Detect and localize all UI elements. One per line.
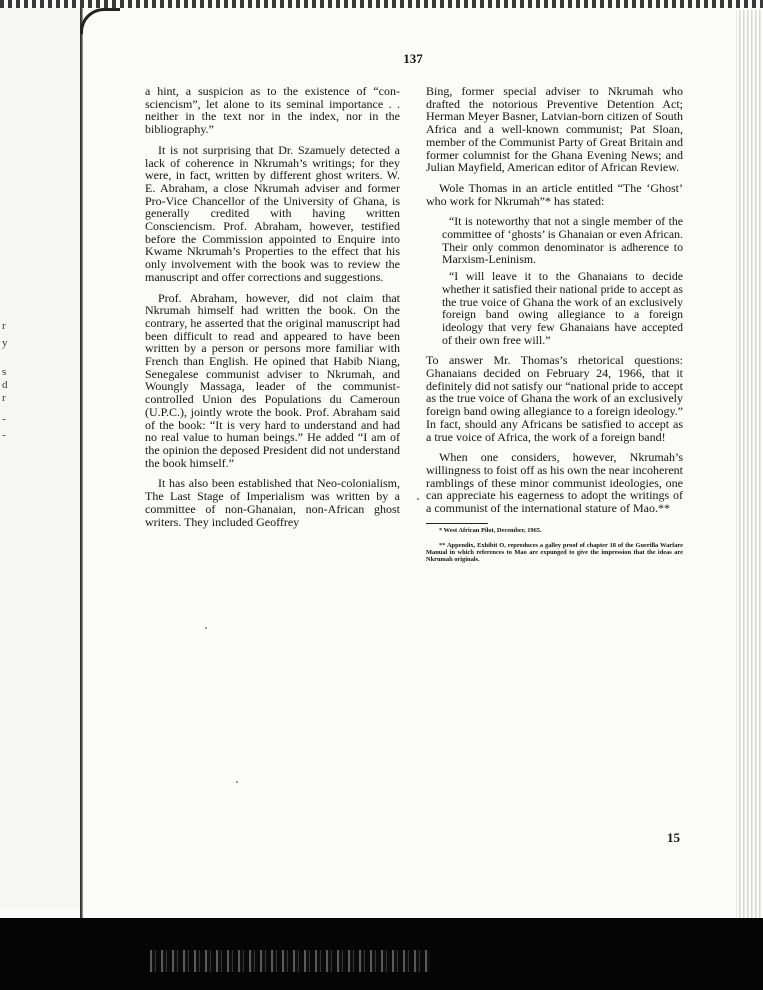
page-corner-curve	[80, 8, 120, 34]
paragraph: To answer Mr. Thomas’s rhetorical questions: Ghanaians decided on February 24, 1966, that it definitely did not satisfy our “national pride to accept as the true voice of Ghana the work of an exclusively foreign band owing allegiance to a foreign ideology.” In fact, should any Africans be satisfied to accept as a true voice of Africa, the work of a foreign band!	[426, 353, 683, 444]
page-fold-shadow	[80, 8, 83, 918]
paragraph: a hint, a suspicion as to the existence of “consciencism”, let alone to its seminal importance . . neither in the text nor in the index, nor in the bibliography.”	[145, 84, 400, 137]
scan-bottom-noise	[150, 950, 430, 972]
paragraph: Bing, former special adviser to Nkrumah who drafted the notorious Preventive Detention Act; Herman Meyer Basner, Latvian-born citizen of South Africa and a well-known communist; Pat Sloan, member of the Communist Party of Great Britain and former columnist for the Ghana Evening News; and Julian Mayfield, American editor of African Review.	[426, 84, 683, 175]
scan-speck	[236, 781, 238, 783]
margin-bleed-letter: d	[2, 379, 8, 391]
right-text-column	[426, 85, 683, 571]
footer-number: 15	[667, 830, 680, 845]
footnote: * West African Pilot, December, 1965.	[439, 526, 542, 534]
block-quote: “I will leave it to the Ghanaians to decide whether it satisfied their national pride to accept as the true voice of Ghana the work of an exclusively foreign band owing allegiance to a foreign ideology that very few Ghanaians have accepted of their own free will.”	[442, 269, 683, 347]
footnote-rule	[426, 523, 488, 524]
left-text-column	[145, 85, 400, 536]
margin-bleed-letter: r	[2, 392, 6, 404]
footnote: ** Appendix, Exhibit O, reproduces a galley proof of chapter 18 of the Guerilla Warfare Manual in which references to Mao are expunged to give the impression that the ideas are Nkrumah originals.	[426, 541, 683, 563]
block-quote: “It is noteworthy that not a single member of the committee of ‘ghosts’ is Ghanaian or even African. Their only common denominator is adherence to Marxism-Leninism.	[442, 214, 683, 267]
page-number: 137	[403, 51, 423, 66]
margin-bleed-letter: s	[2, 366, 7, 378]
paragraph: Prof. Abraham, however, did not claim that Nkrumah himself had written the book. On the contrary, he asserted that the original manuscript had been difficult to read and appeared to have been written by a person or persons more familiar with French than English. He opined that Habib Niang, Senegalese communist adviser to Nkrumah, and Woungly Massaga, leader of the communist-controlled Union des Populations du Cameroun (U.P.C.), jointly wrote the book. Prof. Abraham said of the book: “It is very hard to understand and had no real value to human beings.” He added “I am of the opinion the deposed President did not understand the book himself.”	[145, 290, 400, 470]
scan-top-edge	[0, 0, 763, 8]
scan-speck	[205, 627, 207, 629]
paragraph: When one considers, however, Nkrumah’s willingness to foist off as his own the near incoherent ramblings of these minor communist ideologies, one can appreciate his eagerness to adopt the writings of a communist of the international stature of Mao.**	[426, 450, 683, 516]
scan-speck	[417, 498, 419, 500]
margin-bleed-letter: r	[2, 320, 6, 332]
paragraph: It is not surprising that Dr. Szamuely detected a lack of coherence in Nkrumah’s writings; for they were, in fact, written by different ghost writers. W. E. Abraham, a close Nkrumah adviser and former Pro-Vice Chancellor of the University of Ghana, is generally credited with having written Consciencism. Prof. Abraham, however, testified before the Commission appointed to Enquire into Kwame Nkrumah’s Properties to the effect that his only involvement with the book was to review the manuscript and offer corrections and suggestions.	[145, 142, 400, 284]
margin-bleed-letter: -	[2, 413, 6, 425]
facing-page-strip	[0, 8, 82, 908]
margin-bleed-letter: y	[2, 337, 8, 349]
paragraph: It has also been established that Neo-colonialism, The Last Stage of Imperialism was written by a committee of non-Ghanaian, non-African ghost writers. They included Geoffrey	[145, 476, 400, 529]
paragraph: Wole Thomas in an article entitled “The ‘Ghost’ who work for Nkrumah”* has stated:	[426, 180, 683, 208]
margin-bleed-letter: -	[2, 429, 6, 441]
page-stack-edge	[736, 10, 763, 920]
